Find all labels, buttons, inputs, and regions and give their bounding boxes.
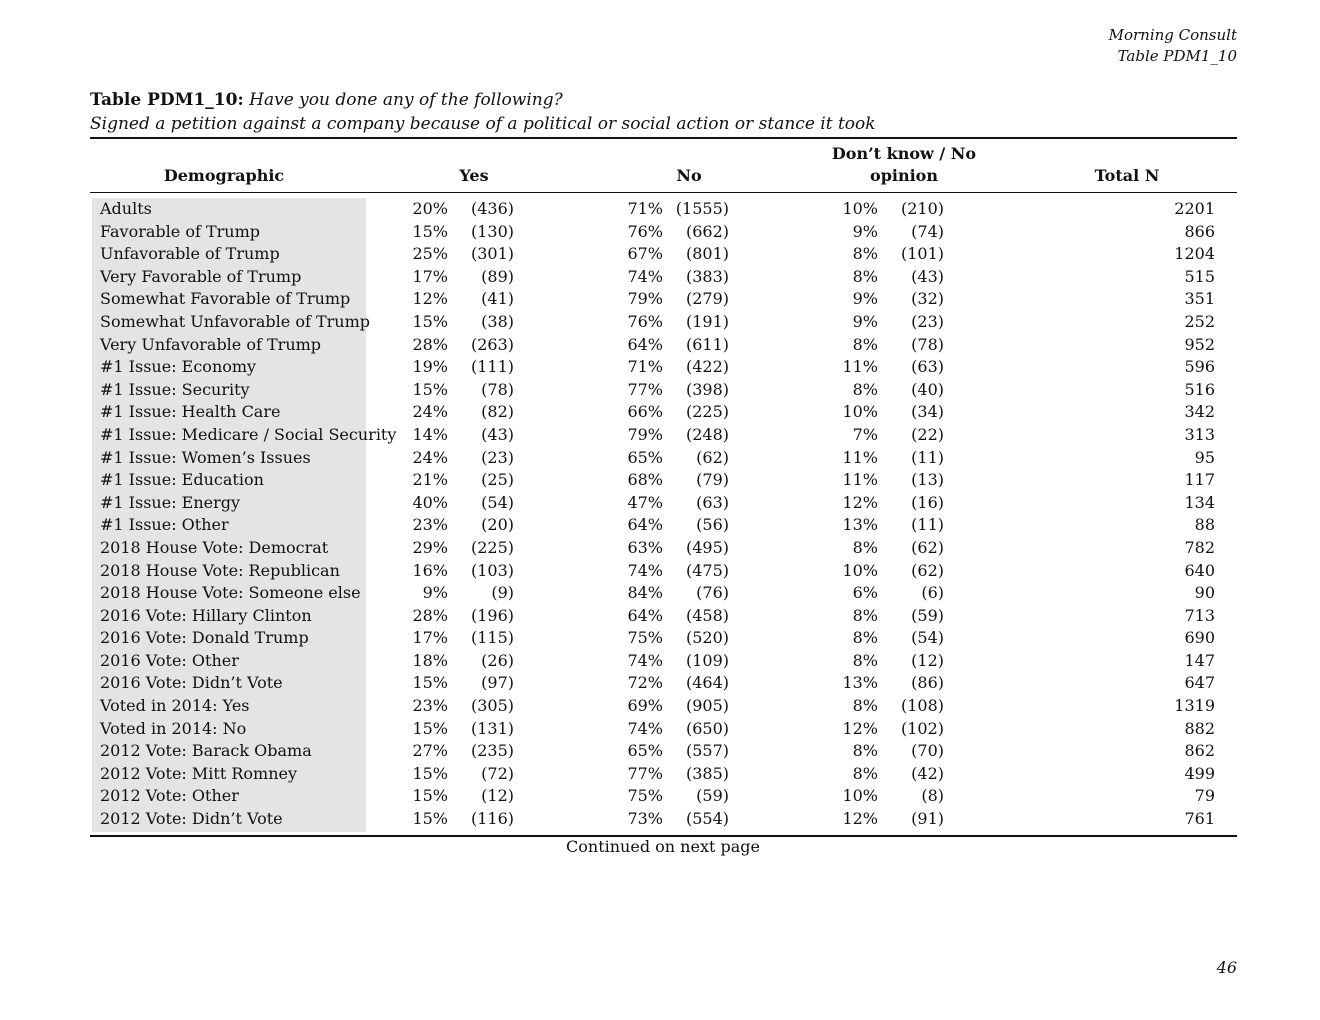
total-n: 516 — [1184, 379, 1215, 399]
no-percent: 73% — [627, 809, 663, 829]
yes-count: (20) — [481, 515, 514, 535]
dont-know-count: (42) — [911, 763, 944, 783]
row-label: Somewhat Unfavorable of Trump — [100, 311, 370, 331]
row-label: Adults — [100, 199, 152, 218]
no-count: (520) — [685, 628, 729, 648]
no-percent: 68% — [627, 470, 663, 490]
yes-percent: 17% — [412, 628, 448, 648]
no-count: (557) — [685, 741, 729, 761]
yes-count: (131) — [470, 718, 514, 738]
dont-know-percent: 8% — [852, 379, 878, 399]
dont-know-percent: 8% — [852, 334, 878, 354]
dont-know-count: (70) — [911, 741, 944, 761]
no-count: (63) — [696, 492, 729, 512]
no-count: (79) — [696, 470, 729, 490]
row-label: #1 Issue: Other — [100, 515, 229, 535]
row-label: Very Favorable of Trump — [100, 266, 302, 286]
dont-know-count: (12) — [911, 650, 944, 670]
dont-know-count: (8) — [921, 786, 944, 806]
row-label: Somewhat Favorable of Trump — [100, 289, 351, 309]
yes-count: (305) — [470, 696, 514, 716]
no-count: (59) — [696, 786, 729, 806]
yes-percent: 24% — [412, 402, 448, 422]
no-count: (611) — [685, 334, 729, 354]
yes-percent: 29% — [412, 537, 448, 557]
no-count: (56) — [696, 515, 729, 535]
table-row — [0, 288, 1320, 311]
dont-know-percent: 11% — [842, 470, 878, 490]
table-row — [0, 740, 1320, 763]
yes-count: (54) — [481, 492, 514, 512]
total-n: 342 — [1184, 402, 1215, 422]
yes-count: (12) — [481, 786, 514, 806]
no-count: (475) — [685, 560, 729, 580]
dont-know-percent: 9% — [852, 221, 878, 241]
row-label: Favorable of Trump — [100, 221, 261, 241]
yes-percent: 12% — [412, 289, 448, 309]
dont-know-percent: 9% — [852, 311, 878, 331]
dont-know-percent: 12% — [842, 492, 878, 512]
table-row — [0, 808, 1320, 831]
yes-count: (111) — [470, 357, 514, 377]
no-count: (422) — [685, 357, 729, 377]
row-label: 2016 Vote: Donald Trump — [100, 628, 309, 648]
no-percent: 71% — [627, 357, 663, 377]
dont-know-percent: 8% — [852, 537, 878, 557]
row-label: #1 Issue: Security — [100, 379, 250, 399]
row-label: #1 Issue: Medicare / Social Security — [100, 424, 397, 444]
dont-know-percent: 8% — [852, 650, 878, 670]
dont-know-count: (59) — [911, 605, 944, 625]
no-percent: 75% — [627, 628, 663, 648]
no-percent: 47% — [627, 492, 663, 512]
yes-percent: 27% — [412, 741, 448, 761]
row-label: #1 Issue: Economy — [100, 357, 257, 377]
total-n: 647 — [1184, 673, 1215, 693]
no-count: (458) — [685, 605, 729, 625]
no-count: (554) — [685, 809, 729, 829]
yes-count: (43) — [481, 424, 514, 444]
yes-count: (9) — [491, 583, 514, 603]
dont-know-count: (16) — [911, 492, 944, 512]
table-row — [0, 401, 1320, 424]
yes-count: (301) — [470, 244, 514, 264]
total-n: 782 — [1184, 537, 1215, 557]
table-row — [0, 311, 1320, 334]
table-row — [0, 243, 1320, 266]
yes-percent: 15% — [412, 718, 448, 738]
table-row — [0, 379, 1320, 402]
yes-percent: 15% — [412, 673, 448, 693]
dont-know-percent: 8% — [852, 605, 878, 625]
dont-know-percent: 11% — [842, 357, 878, 377]
no-percent: 65% — [627, 447, 663, 467]
dont-know-count: (62) — [911, 560, 944, 580]
no-count: (279) — [685, 289, 729, 309]
yes-count: (436) — [470, 199, 514, 218]
dont-know-count: (54) — [911, 628, 944, 648]
yes-count: (26) — [481, 650, 514, 670]
no-count: (1555) — [675, 199, 729, 218]
no-count: (385) — [685, 763, 729, 783]
total-n: 90 — [1194, 583, 1215, 603]
header-org: Morning Consult — [1108, 26, 1237, 44]
dont-know-count: (91) — [911, 809, 944, 829]
no-percent: 69% — [627, 696, 663, 716]
dont-know-percent: 8% — [852, 266, 878, 286]
dont-know-count: (34) — [911, 402, 944, 422]
yes-count: (72) — [481, 763, 514, 783]
total-n: 1204 — [1174, 244, 1215, 264]
yes-percent: 15% — [412, 379, 448, 399]
total-n: 866 — [1184, 221, 1215, 241]
dont-know-count: (108) — [900, 696, 944, 716]
table-row — [0, 266, 1320, 289]
col-header-no: No — [676, 166, 702, 185]
header-table-id: Table PDM1_10 — [1117, 47, 1237, 65]
no-count: (383) — [685, 266, 729, 286]
row-label: Voted in 2014: No — [100, 718, 247, 738]
table-row — [0, 763, 1320, 786]
no-percent: 74% — [627, 266, 663, 286]
row-label: Very Unfavorable of Trump — [100, 334, 322, 354]
table-row — [0, 605, 1320, 628]
table-row — [0, 221, 1320, 244]
total-n: 88 — [1194, 515, 1215, 535]
total-n: 1319 — [1174, 696, 1215, 716]
table-row — [0, 672, 1320, 695]
table-row — [0, 469, 1320, 492]
yes-percent: 19% — [412, 357, 448, 377]
no-count: (662) — [685, 221, 729, 241]
dont-know-count: (32) — [911, 289, 944, 309]
dont-know-percent: 8% — [852, 628, 878, 648]
no-percent: 65% — [627, 741, 663, 761]
table-row — [0, 424, 1320, 447]
dont-know-percent: 10% — [842, 786, 878, 806]
dont-know-percent: 7% — [852, 424, 878, 444]
dont-know-count: (43) — [911, 266, 944, 286]
no-percent: 72% — [627, 673, 663, 693]
no-percent: 76% — [627, 311, 663, 331]
no-percent: 63% — [627, 537, 663, 557]
table-row — [0, 650, 1320, 673]
yes-count: (130) — [470, 221, 514, 241]
yes-percent: 15% — [412, 763, 448, 783]
yes-percent: 15% — [412, 221, 448, 241]
no-percent: 67% — [627, 244, 663, 264]
no-percent: 77% — [627, 379, 663, 399]
yes-percent: 23% — [412, 515, 448, 535]
yes-percent: 28% — [412, 334, 448, 354]
table-row — [0, 334, 1320, 357]
yes-count: (38) — [481, 311, 514, 331]
total-n: 79 — [1194, 786, 1215, 806]
dont-know-percent: 13% — [842, 515, 878, 535]
no-percent: 71% — [627, 199, 663, 218]
dont-know-percent: 10% — [842, 402, 878, 422]
yes-count: (116) — [470, 809, 514, 829]
row-label: #1 Issue: Health Care — [100, 402, 281, 422]
col-header-yes: Yes — [459, 166, 489, 185]
yes-count: (97) — [481, 673, 514, 693]
continued-note: Continued on next page — [566, 837, 760, 856]
total-n: 690 — [1184, 628, 1215, 648]
no-count: (76) — [696, 583, 729, 603]
dont-know-percent: 13% — [842, 673, 878, 693]
no-percent: 84% — [627, 583, 663, 603]
dont-know-count: (11) — [911, 447, 944, 467]
table-row — [0, 560, 1320, 583]
table-row — [0, 785, 1320, 808]
dont-know-percent: 10% — [842, 560, 878, 580]
table-row — [0, 718, 1320, 741]
no-percent: 64% — [627, 334, 663, 354]
row-label: Unfavorable of Trump — [100, 244, 280, 264]
dont-know-count: (102) — [900, 718, 944, 738]
yes-count: (103) — [470, 560, 514, 580]
table-body — [0, 198, 1320, 831]
dont-know-count: (74) — [911, 221, 944, 241]
no-count: (191) — [685, 311, 729, 331]
dont-know-count: (62) — [911, 537, 944, 557]
yes-percent: 24% — [412, 447, 448, 467]
col-header-dont-know: Don’t know / No opinion — [831, 144, 977, 185]
header-rule — [90, 192, 1237, 193]
yes-count: (78) — [481, 379, 514, 399]
row-label: #1 Issue: Education — [100, 470, 264, 490]
col-header-total: Total N — [1094, 166, 1160, 185]
no-percent: 76% — [627, 221, 663, 241]
no-count: (464) — [685, 673, 729, 693]
row-label: 2012 Vote: Mitt Romney — [100, 763, 298, 783]
yes-count: (225) — [470, 537, 514, 557]
yes-count: (82) — [481, 402, 514, 422]
yes-percent: 20% — [412, 199, 448, 218]
col-header-demographic: Demographic — [163, 166, 285, 185]
total-n: 252 — [1184, 311, 1215, 331]
no-percent: 79% — [627, 289, 663, 309]
dont-know-percent: 8% — [852, 696, 878, 716]
no-count: (905) — [685, 696, 729, 716]
yes-count: (23) — [481, 447, 514, 467]
dont-know-count: (13) — [911, 470, 944, 490]
no-count: (398) — [685, 379, 729, 399]
table-row — [0, 447, 1320, 470]
dont-know-count: (101) — [900, 244, 944, 264]
no-count: (225) — [685, 402, 729, 422]
row-label: #1 Issue: Women’s Issues — [100, 447, 311, 467]
yes-count: (196) — [470, 605, 514, 625]
no-count: (801) — [685, 244, 729, 264]
dont-know-count: (6) — [921, 583, 944, 603]
row-label: 2016 Vote: Other — [100, 650, 239, 670]
yes-percent: 9% — [422, 583, 448, 603]
row-label: 2012 Vote: Other — [100, 786, 239, 806]
total-n: 640 — [1184, 560, 1215, 580]
total-n: 862 — [1184, 741, 1215, 761]
yes-count: (115) — [470, 628, 514, 648]
total-n: 147 — [1184, 650, 1215, 670]
total-n: 117 — [1184, 470, 1215, 490]
table-row — [0, 514, 1320, 537]
page-number: 46 — [1216, 958, 1237, 977]
total-n: 313 — [1184, 424, 1215, 444]
row-label: 2018 House Vote: Someone else — [100, 583, 361, 603]
no-count: (62) — [696, 447, 729, 467]
dont-know-percent: 10% — [842, 199, 878, 218]
yes-percent: 14% — [412, 424, 448, 444]
yes-percent: 16% — [412, 560, 448, 580]
total-n: 713 — [1184, 605, 1215, 625]
yes-percent: 15% — [412, 786, 448, 806]
dont-know-percent: 12% — [842, 718, 878, 738]
title-subtitle: Signed a petition against a company because of a political or social action or stance it took — [90, 114, 876, 134]
total-n: 515 — [1184, 266, 1215, 286]
table-row — [0, 492, 1320, 515]
row-label: #1 Issue: Energy — [100, 492, 241, 512]
row-label: 2012 Vote: Didn’t Vote — [100, 809, 283, 829]
dont-know-count: (210) — [900, 199, 944, 218]
dont-know-count: (22) — [911, 424, 944, 444]
total-n: 761 — [1184, 809, 1215, 829]
dont-know-percent: 8% — [852, 244, 878, 264]
yes-count: (235) — [470, 741, 514, 761]
table-row — [0, 198, 1320, 221]
table-row — [0, 627, 1320, 650]
dont-know-percent: 9% — [852, 289, 878, 309]
table-title — [90, 88, 1237, 136]
no-count: (248) — [685, 424, 729, 444]
title-question: Have you done any of the following? — [249, 90, 563, 110]
yes-percent: 17% — [412, 266, 448, 286]
no-percent: 66% — [627, 402, 663, 422]
yes-percent: 28% — [412, 605, 448, 625]
row-label: 2018 House Vote: Democrat — [100, 537, 329, 557]
no-percent: 74% — [627, 650, 663, 670]
dont-know-percent: 11% — [842, 447, 878, 467]
table-row — [0, 356, 1320, 379]
total-n: 95 — [1194, 447, 1215, 467]
table-row — [0, 582, 1320, 605]
no-percent: 64% — [627, 515, 663, 535]
running-header — [1109, 25, 1237, 67]
no-percent: 75% — [627, 786, 663, 806]
no-count: (109) — [685, 650, 729, 670]
yes-count: (41) — [481, 289, 514, 309]
dont-know-count: (40) — [911, 379, 944, 399]
table-row — [0, 695, 1320, 718]
yes-count: (89) — [481, 266, 514, 286]
yes-percent: 15% — [412, 311, 448, 331]
total-n: 499 — [1184, 763, 1215, 783]
no-percent: 74% — [627, 718, 663, 738]
dont-know-count: (11) — [911, 515, 944, 535]
total-n: 596 — [1184, 357, 1215, 377]
top-rule — [90, 137, 1237, 139]
row-label: 2016 Vote: Hillary Clinton — [100, 605, 312, 625]
dont-know-percent: 8% — [852, 741, 878, 761]
dont-know-count: (63) — [911, 357, 944, 377]
dont-know-percent: 8% — [852, 763, 878, 783]
title-label: Table PDM1_10: — [90, 90, 244, 110]
row-label: 2012 Vote: Barack Obama — [100, 741, 312, 761]
row-label: 2018 House Vote: Republican — [100, 560, 340, 580]
yes-count: (25) — [481, 470, 514, 490]
dont-know-count: (78) — [911, 334, 944, 354]
total-n: 952 — [1184, 334, 1215, 354]
yes-percent: 23% — [412, 696, 448, 716]
no-percent: 74% — [627, 560, 663, 580]
row-label: Voted in 2014: Yes — [100, 696, 250, 716]
row-label: 2016 Vote: Didn’t Vote — [100, 673, 283, 693]
yes-percent: 18% — [412, 650, 448, 670]
yes-percent: 40% — [412, 492, 448, 512]
dont-know-count: (86) — [911, 673, 944, 693]
dont-know-percent: 12% — [842, 809, 878, 829]
yes-percent: 15% — [412, 809, 448, 829]
yes-count: (263) — [470, 334, 514, 354]
total-n: 134 — [1184, 492, 1215, 512]
no-count: (650) — [685, 718, 729, 738]
table-row — [0, 537, 1320, 560]
no-percent: 79% — [627, 424, 663, 444]
no-percent: 64% — [627, 605, 663, 625]
total-n: 351 — [1184, 289, 1215, 309]
no-percent: 77% — [627, 763, 663, 783]
dont-know-percent: 6% — [852, 583, 878, 603]
total-n: 882 — [1184, 718, 1215, 738]
dont-know-count: (23) — [911, 311, 944, 331]
no-count: (495) — [685, 537, 729, 557]
yes-percent: 25% — [412, 244, 448, 264]
total-n: 2201 — [1174, 199, 1215, 218]
yes-percent: 21% — [412, 470, 448, 490]
